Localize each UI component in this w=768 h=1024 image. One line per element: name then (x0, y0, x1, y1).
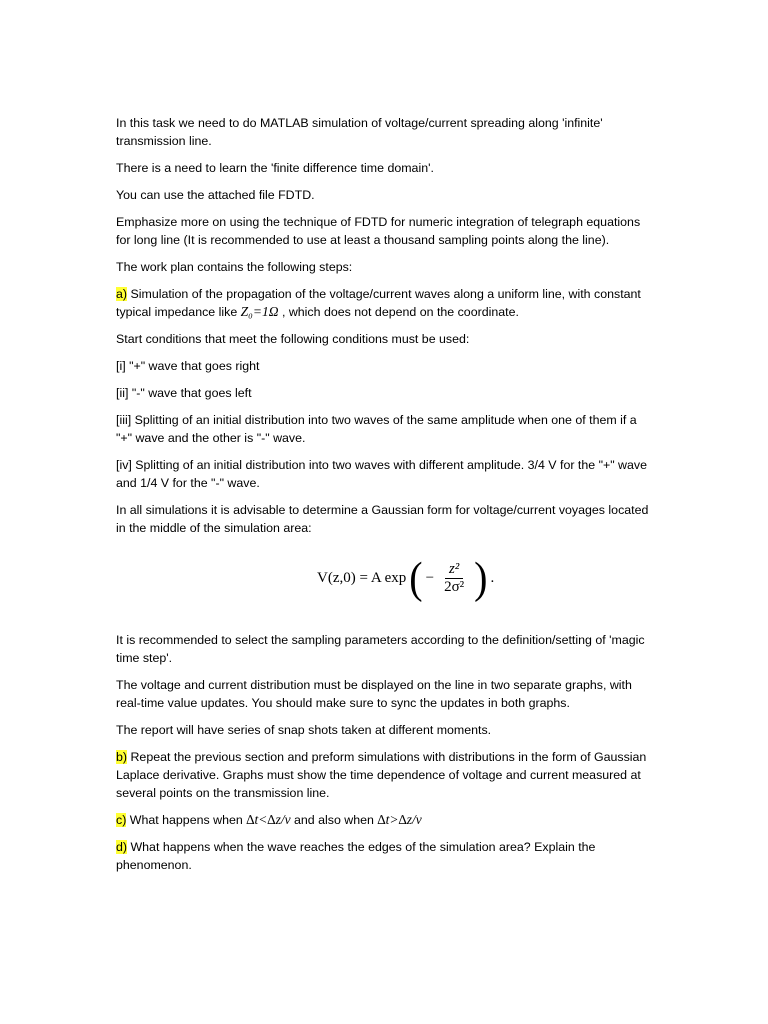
document-body (116, 114, 656, 883)
step-c-text-1: What happens when (126, 813, 247, 827)
attached-file-paragraph: You can use the attached file FDTD. (116, 188, 315, 202)
step-d-paragraph (116, 838, 656, 874)
step-b-text: Repeat the previous section and preform simulations with distributions in the form of Gaussian Laplace derivative. Graphs must show the time dependence of voltage and current measured at several points on the transmission line. (116, 750, 647, 800)
step-b-paragraph (116, 748, 656, 802)
impedance-formula: Z₀=1Ω (240, 304, 279, 319)
condition-formula-1: ∆t<∆z/v (246, 812, 291, 827)
condition-iv: [iv] Splitting of an initial distribution into two waves with different amplitude. 3/4 V for the "+" wave and 1/4 V for the "-" wave. (116, 458, 647, 490)
condition-ii: [ii] "-" wave that goes left (116, 386, 252, 400)
equation-minus: − (425, 569, 435, 586)
equation-right-paren: ) (474, 552, 488, 603)
equation-left-paren: ( (409, 552, 423, 603)
condition-i: [i] "+" wave that goes right (116, 359, 260, 373)
step-d-text: What happens when the wave reaches the edges of the simulation area? Explain the phenomenon. (116, 840, 596, 872)
step-c-text-2: and also when (290, 813, 378, 827)
display-paragraph: The voltage and current distribution must be displayed on the line in two separate graphs, with real-time value updates. You should make sure to sync the updates in both graphs. (116, 678, 632, 710)
equation-lhs: V(z,0) = A exp (317, 569, 407, 586)
step-a-label: a) (116, 287, 128, 301)
step-a-text-2: , which does not depend on the coordinate. (278, 305, 519, 319)
step-d-label: d) (116, 840, 128, 854)
equation-fraction (440, 561, 468, 596)
equation-period: . (490, 569, 495, 586)
emphasize-paragraph: Emphasize more on using the technique of FDTD for numeric integration of telegraph equations for long line (It is recommended to use at least a thousand sampling points along the line). (116, 215, 641, 247)
start-conditions-paragraph: Start conditions that meet the following conditions must be used: (116, 332, 470, 346)
fdtd-learn-paragraph: There is a need to learn the 'finite difference time domain'. (116, 161, 434, 175)
intro-paragraph: In this task we need to do MATLAB simulation of voltage/current spreading along 'infinite' transmission line. (116, 116, 603, 148)
gaussian-equation-content (317, 552, 495, 603)
step-a-text-1: Simulation of the propagation of the voltage/current waves along a uniform line, with constant typical impedance like (116, 287, 641, 319)
equation-numerator: z² (445, 561, 463, 579)
step-c-label: c) (116, 813, 127, 827)
gaussian-equation (116, 552, 656, 610)
work-plan-heading: The work plan contains the following steps: (116, 260, 353, 274)
condition-formula-2: ∆t>∆z/v (377, 812, 422, 827)
condition-iii: [iii] Splitting of an initial distribution into two waves of the same amplitude when one of them if a "+" wave and the other is "-" wave. (116, 413, 637, 445)
report-paragraph: The report will have series of snap shots taken at different moments. (116, 723, 492, 737)
step-c-paragraph (116, 811, 656, 829)
magic-time-step-paragraph: It is recommended to select the sampling parameters according to the definition/setting of 'magic time step'. (116, 633, 645, 665)
step-b-label: b) (116, 750, 128, 764)
equation-denominator: 2σ² (444, 578, 465, 595)
gaussian-intro-paragraph: In all simulations it is advisable to determine a Gaussian form for voltage/current voyages located in the middle of the simulation area: (116, 503, 649, 535)
step-a-paragraph (116, 285, 656, 321)
